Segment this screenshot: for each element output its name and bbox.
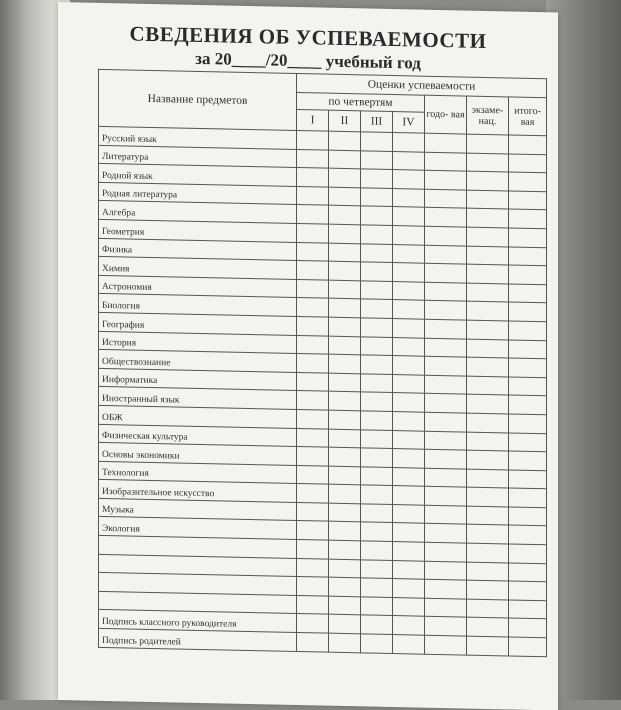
grade-cell[interactable] bbox=[467, 283, 509, 302]
grade-cell[interactable] bbox=[297, 391, 329, 410]
grade-cell[interactable] bbox=[467, 357, 509, 376]
grade-cell[interactable] bbox=[329, 503, 361, 522]
grade-cell[interactable] bbox=[509, 618, 547, 637]
grade-cell[interactable] bbox=[297, 595, 329, 614]
grade-cell[interactable] bbox=[425, 635, 467, 654]
grade-cell[interactable] bbox=[425, 505, 467, 524]
grade-cell[interactable] bbox=[393, 337, 425, 356]
subject-name: Обществознание bbox=[99, 349, 297, 372]
grade-cell[interactable] bbox=[425, 226, 467, 245]
grade-cell[interactable] bbox=[509, 377, 547, 396]
grade-cell[interactable] bbox=[509, 265, 547, 284]
grade-cell[interactable] bbox=[393, 151, 425, 170]
grade-cell[interactable] bbox=[297, 298, 329, 317]
grade-cell[interactable] bbox=[361, 336, 393, 355]
grade-cell[interactable] bbox=[509, 507, 547, 526]
grade-cell[interactable] bbox=[509, 135, 547, 154]
grade-cell[interactable] bbox=[329, 522, 361, 541]
grade-cell[interactable] bbox=[361, 615, 393, 634]
grade-cell[interactable] bbox=[393, 597, 425, 616]
grade-cell[interactable] bbox=[297, 242, 329, 261]
grade-cell[interactable] bbox=[329, 373, 361, 392]
grade-cell[interactable] bbox=[329, 540, 361, 559]
grade-cell[interactable] bbox=[297, 633, 329, 652]
grade-cell[interactable] bbox=[425, 338, 467, 357]
grade-cell[interactable] bbox=[425, 412, 467, 431]
grade-cell[interactable] bbox=[329, 206, 361, 225]
grade-cell[interactable] bbox=[361, 132, 393, 151]
grade-cell[interactable] bbox=[393, 188, 425, 207]
exam-header: экзаме- нац. bbox=[467, 96, 509, 135]
grade-cell[interactable] bbox=[361, 522, 393, 541]
grade-cell[interactable] bbox=[509, 339, 547, 358]
grade-cell[interactable] bbox=[467, 636, 509, 655]
grade-cell[interactable] bbox=[329, 224, 361, 243]
grade-cell[interactable] bbox=[425, 598, 467, 617]
grade-cell[interactable] bbox=[393, 300, 425, 319]
grade-cell[interactable] bbox=[297, 614, 329, 633]
annual-header: годо- вая bbox=[425, 95, 467, 134]
grade-cell[interactable] bbox=[297, 223, 329, 242]
grade-cell[interactable] bbox=[509, 432, 547, 451]
grade-cell[interactable] bbox=[509, 246, 547, 265]
grade-cell[interactable] bbox=[329, 168, 361, 187]
grade-cell[interactable] bbox=[467, 525, 509, 544]
grade-cell[interactable] bbox=[361, 411, 393, 430]
grade-cell[interactable] bbox=[393, 542, 425, 561]
grade-cell[interactable] bbox=[329, 596, 361, 615]
grade-cell[interactable] bbox=[425, 431, 467, 450]
grade-cell[interactable] bbox=[361, 206, 393, 225]
grade-cell[interactable] bbox=[467, 432, 509, 451]
subject-name: Физика bbox=[99, 238, 297, 261]
grade-cell[interactable] bbox=[361, 169, 393, 188]
grade-cell[interactable] bbox=[467, 227, 509, 246]
subject-column-header: Название предметов bbox=[99, 69, 297, 130]
grade-cell[interactable] bbox=[393, 393, 425, 412]
grade-cell[interactable] bbox=[361, 578, 393, 597]
grade-cell[interactable] bbox=[509, 284, 547, 303]
grade-cell[interactable] bbox=[509, 525, 547, 544]
grade-cell[interactable] bbox=[467, 469, 509, 488]
grade-cell[interactable] bbox=[393, 449, 425, 468]
grade-cell[interactable] bbox=[361, 429, 393, 448]
subject-name: История bbox=[99, 331, 297, 354]
school-year-line: за 20____/20____ учебный год bbox=[195, 48, 421, 73]
subject-name: География bbox=[99, 312, 297, 335]
diary-page bbox=[58, 2, 558, 710]
grade-cell[interactable] bbox=[467, 264, 509, 283]
grade-cell[interactable] bbox=[297, 335, 329, 354]
grade-cell[interactable] bbox=[393, 374, 425, 393]
grade-cell[interactable] bbox=[509, 563, 547, 582]
grade-cell[interactable] bbox=[425, 282, 467, 301]
subject-name: Алгебра bbox=[99, 201, 297, 224]
grade-cell[interactable] bbox=[393, 244, 425, 263]
grade-cell[interactable] bbox=[425, 579, 467, 598]
grade-cell[interactable] bbox=[425, 245, 467, 264]
grade-cell[interactable] bbox=[467, 301, 509, 320]
subject-name: Подпись классного руководителя bbox=[99, 610, 297, 633]
grade-cell[interactable] bbox=[329, 131, 361, 150]
grade-cell[interactable] bbox=[509, 637, 547, 656]
grade-cell[interactable] bbox=[425, 393, 467, 412]
grade-cell[interactable] bbox=[467, 171, 509, 190]
grade-cell[interactable] bbox=[467, 246, 509, 265]
grade-cell[interactable] bbox=[329, 354, 361, 373]
grade-cell[interactable] bbox=[297, 372, 329, 391]
grade-cell[interactable] bbox=[297, 149, 329, 168]
grade-cell[interactable] bbox=[425, 170, 467, 189]
grade-cell[interactable] bbox=[509, 544, 547, 563]
grade-cell[interactable] bbox=[425, 468, 467, 487]
grade-cell[interactable] bbox=[393, 263, 425, 282]
grade-cell[interactable] bbox=[361, 504, 393, 523]
grade-cell[interactable] bbox=[467, 320, 509, 339]
grade-cell[interactable] bbox=[467, 580, 509, 599]
grade-cell[interactable] bbox=[329, 187, 361, 206]
grade-cell[interactable] bbox=[393, 207, 425, 226]
grades-table bbox=[98, 69, 547, 657]
grade-cell[interactable] bbox=[509, 302, 547, 321]
quarters-header: по четвертям bbox=[297, 92, 425, 112]
grade-cell[interactable] bbox=[509, 488, 547, 507]
subject-name: Геометрия bbox=[99, 219, 297, 242]
grade-cell[interactable] bbox=[509, 470, 547, 489]
subject-name: Биология bbox=[99, 294, 297, 317]
grade-cell[interactable] bbox=[329, 429, 361, 448]
subject-name: Иностранный язык bbox=[99, 387, 297, 410]
grade-cell[interactable] bbox=[425, 263, 467, 282]
subject-name: Астрономия bbox=[99, 275, 297, 298]
grade-cell[interactable] bbox=[329, 299, 361, 318]
grade-cell[interactable] bbox=[297, 354, 329, 373]
grade-cell[interactable] bbox=[329, 280, 361, 299]
subject-name: Литература bbox=[99, 145, 297, 168]
grade-cell[interactable] bbox=[425, 208, 467, 227]
grade-cell[interactable] bbox=[361, 374, 393, 393]
grade-cell[interactable] bbox=[361, 634, 393, 653]
grade-cell[interactable] bbox=[393, 170, 425, 189]
grade-cell[interactable] bbox=[509, 154, 547, 173]
grade-cell[interactable] bbox=[329, 466, 361, 485]
grade-cell[interactable] bbox=[361, 541, 393, 560]
grade-cell[interactable] bbox=[297, 484, 329, 503]
grade-cell[interactable] bbox=[509, 358, 547, 377]
page-title: СВЕДЕНИЯ ОБ УСПЕВАЕМОСТИ bbox=[129, 21, 487, 53]
grade-cell[interactable] bbox=[297, 558, 329, 577]
grade-cell[interactable] bbox=[509, 209, 547, 228]
grade-cell[interactable] bbox=[393, 430, 425, 449]
grade-cell[interactable] bbox=[467, 487, 509, 506]
grade-cell[interactable] bbox=[467, 208, 509, 227]
grade-cell[interactable] bbox=[361, 448, 393, 467]
final-header: итого- вая bbox=[509, 97, 547, 136]
grade-cell[interactable] bbox=[361, 355, 393, 374]
grade-cell[interactable] bbox=[467, 134, 509, 153]
grade-cell[interactable] bbox=[467, 394, 509, 413]
grade-cell[interactable] bbox=[329, 447, 361, 466]
grade-cell[interactable] bbox=[509, 581, 547, 600]
grade-cell[interactable] bbox=[393, 281, 425, 300]
grade-cell[interactable] bbox=[361, 243, 393, 262]
grade-cell[interactable] bbox=[425, 617, 467, 636]
grades-header: Оценки успеваемости bbox=[297, 73, 547, 97]
grade-cell[interactable] bbox=[467, 413, 509, 432]
grade-cell[interactable] bbox=[425, 133, 467, 152]
grade-cell[interactable] bbox=[509, 321, 547, 340]
grade-cell[interactable] bbox=[297, 465, 329, 484]
grade-cell[interactable] bbox=[329, 317, 361, 336]
grade-cell[interactable] bbox=[393, 616, 425, 635]
grade-cell[interactable] bbox=[467, 153, 509, 172]
grade-cell[interactable] bbox=[393, 635, 425, 654]
grade-cell[interactable] bbox=[509, 172, 547, 191]
grade-cell[interactable] bbox=[467, 190, 509, 209]
grade-cell[interactable] bbox=[393, 579, 425, 598]
grade-cell[interactable] bbox=[329, 243, 361, 262]
grade-cell[interactable] bbox=[393, 225, 425, 244]
grade-cell[interactable] bbox=[329, 391, 361, 410]
quarter-4-header: IV bbox=[393, 112, 425, 134]
grade-cell[interactable] bbox=[393, 504, 425, 523]
grade-cell[interactable] bbox=[297, 577, 329, 596]
subject-rows bbox=[99, 126, 547, 656]
grade-cell[interactable] bbox=[425, 542, 467, 561]
subject-name: Музыка bbox=[99, 498, 297, 521]
grade-cell[interactable] bbox=[393, 318, 425, 337]
subject-name: ОБЖ bbox=[99, 405, 297, 428]
grade-cell[interactable] bbox=[361, 281, 393, 300]
grade-cell[interactable] bbox=[393, 356, 425, 375]
grade-cell[interactable] bbox=[361, 559, 393, 578]
grade-cell[interactable] bbox=[361, 150, 393, 169]
grade-cell[interactable] bbox=[425, 356, 467, 375]
grade-cell[interactable] bbox=[297, 261, 329, 280]
quarter-2-header: II bbox=[329, 110, 361, 132]
grade-cell[interactable] bbox=[329, 577, 361, 596]
grade-cell[interactable] bbox=[467, 376, 509, 395]
grade-cell[interactable] bbox=[425, 449, 467, 468]
grade-cell[interactable] bbox=[297, 447, 329, 466]
subject-name: Технология bbox=[99, 461, 297, 484]
subject-name: Информатика bbox=[99, 368, 297, 391]
subject-name: Русский язык bbox=[99, 126, 297, 149]
grade-cell[interactable] bbox=[467, 506, 509, 525]
grade-cell[interactable] bbox=[361, 485, 393, 504]
grade-cell[interactable] bbox=[361, 299, 393, 318]
grade-cell[interactable] bbox=[297, 168, 329, 187]
grade-cell[interactable] bbox=[467, 339, 509, 358]
grade-cell[interactable] bbox=[425, 301, 467, 320]
grade-cell[interactable] bbox=[329, 559, 361, 578]
grade-cell[interactable] bbox=[329, 336, 361, 355]
grade-cell[interactable] bbox=[297, 428, 329, 447]
grade-cell[interactable] bbox=[509, 191, 547, 210]
quarter-3-header: III bbox=[361, 111, 393, 133]
grade-cell[interactable] bbox=[361, 467, 393, 486]
grade-cell[interactable] bbox=[329, 484, 361, 503]
grade-cell[interactable] bbox=[297, 130, 329, 149]
grade-cell[interactable] bbox=[361, 262, 393, 281]
grade-cell[interactable] bbox=[425, 189, 467, 208]
subject-name: Химия bbox=[99, 257, 297, 280]
grade-cell[interactable] bbox=[425, 375, 467, 394]
grade-cell[interactable] bbox=[297, 540, 329, 559]
grade-cell[interactable] bbox=[467, 543, 509, 562]
grade-cell[interactable] bbox=[297, 409, 329, 428]
grade-cell[interactable] bbox=[297, 521, 329, 540]
subject-name: Изобразительное искусство bbox=[99, 480, 297, 503]
subject-name: Основы экономики bbox=[99, 442, 297, 465]
grade-cell[interactable] bbox=[509, 600, 547, 619]
grade-cell[interactable] bbox=[393, 560, 425, 579]
grade-cell[interactable] bbox=[509, 414, 547, 433]
subject-name: Подпись родителей bbox=[99, 628, 297, 651]
grade-cell[interactable] bbox=[509, 228, 547, 247]
subject-name: Родная литература bbox=[99, 182, 297, 205]
subject-name: Физическая культура bbox=[99, 424, 297, 447]
grade-cell[interactable] bbox=[393, 411, 425, 430]
grade-cell[interactable] bbox=[509, 451, 547, 470]
grade-cell[interactable] bbox=[329, 410, 361, 429]
grade-cell[interactable] bbox=[425, 152, 467, 171]
grade-cell[interactable] bbox=[361, 318, 393, 337]
grade-cell[interactable] bbox=[393, 486, 425, 505]
subject-name: Экология bbox=[99, 517, 297, 540]
grade-cell[interactable] bbox=[393, 133, 425, 152]
grade-cell[interactable] bbox=[361, 225, 393, 244]
grade-cell[interactable] bbox=[329, 633, 361, 652]
grade-cell[interactable] bbox=[361, 597, 393, 616]
grade-cell[interactable] bbox=[467, 450, 509, 469]
subject-name: Родной язык bbox=[99, 164, 297, 187]
grade-cell[interactable] bbox=[393, 523, 425, 542]
grade-cell[interactable] bbox=[393, 467, 425, 486]
grade-cell[interactable] bbox=[467, 599, 509, 618]
grade-cell[interactable] bbox=[329, 150, 361, 169]
grade-cell[interactable] bbox=[467, 617, 509, 636]
grade-cell[interactable] bbox=[361, 392, 393, 411]
quarter-1-header: I bbox=[297, 109, 329, 131]
grade-cell[interactable] bbox=[329, 261, 361, 280]
grade-cell[interactable] bbox=[509, 395, 547, 414]
grade-cell[interactable] bbox=[425, 524, 467, 543]
grade-cell[interactable] bbox=[297, 502, 329, 521]
grade-cell[interactable] bbox=[297, 205, 329, 224]
grade-cell[interactable] bbox=[297, 186, 329, 205]
grade-cell[interactable] bbox=[297, 279, 329, 298]
grade-cell[interactable] bbox=[329, 615, 361, 634]
grade-cell[interactable] bbox=[297, 316, 329, 335]
grade-cell[interactable] bbox=[425, 319, 467, 338]
grade-cell[interactable] bbox=[425, 486, 467, 505]
grade-cell[interactable] bbox=[425, 561, 467, 580]
grade-cell[interactable] bbox=[467, 562, 509, 581]
grade-cell[interactable] bbox=[361, 188, 393, 207]
